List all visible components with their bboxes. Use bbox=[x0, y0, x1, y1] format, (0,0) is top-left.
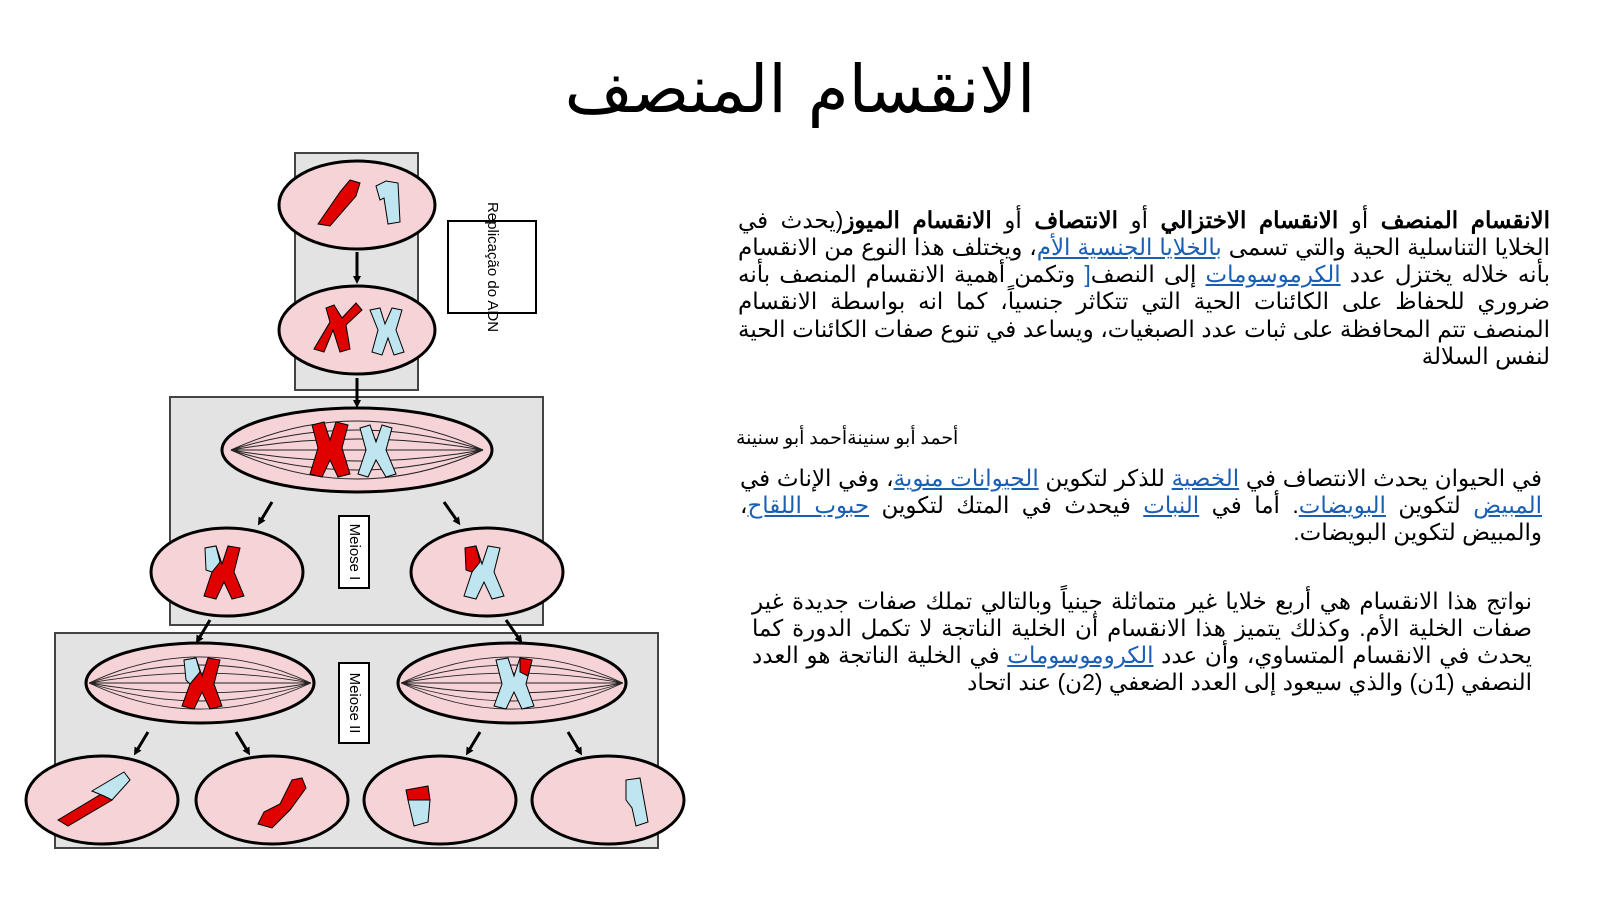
cell-metaphase-2-left bbox=[86, 643, 314, 723]
text-fragment: في الخلية الناتجة هو العدد النصفي (1ن) والذي سيعود إلى العدد الضعفي (2ن) عند اتحاد bbox=[752, 642, 1532, 696]
link-testis[interactable]: الخصية bbox=[1171, 465, 1240, 491]
text-fragment: للذكر لتكوين bbox=[1038, 465, 1172, 491]
cell-meiosis-1-left bbox=[151, 528, 303, 616]
gamete-4 bbox=[532, 756, 684, 844]
text-fragment: أو bbox=[1117, 207, 1161, 233]
text-fragment: فيحدث في المتك لتكوين bbox=[869, 492, 1144, 519]
replication-label bbox=[448, 202, 536, 332]
meiosis-2-label-text: Meiose II bbox=[346, 672, 364, 734]
cell-replicated bbox=[279, 286, 435, 374]
replication-label-text: Replicação do ADN bbox=[484, 201, 502, 333]
term-meiosis: الانقسام المنصف bbox=[1380, 207, 1551, 233]
meiosis-diagram bbox=[0, 150, 720, 880]
link-ova[interactable]: البويضات bbox=[1298, 492, 1386, 519]
term-intisaf: الانتصاف bbox=[1034, 207, 1118, 233]
meiosis-2-label bbox=[339, 663, 369, 743]
link-chromosomes-2[interactable]: الكروموسومات bbox=[1007, 642, 1154, 669]
link-pollen[interactable]: حبوب اللقاح bbox=[747, 492, 870, 519]
text-fragment: أو bbox=[1338, 207, 1381, 233]
meiosis-1-label-text: Meiose I bbox=[346, 523, 364, 581]
link-plants[interactable]: النبات bbox=[1143, 492, 1200, 519]
paragraph-products bbox=[752, 588, 1532, 697]
link-ovary[interactable]: المبيض bbox=[1473, 492, 1542, 519]
link-germ-cells[interactable]: بالخلايا الجنسية الأم bbox=[1036, 234, 1222, 261]
text-fragment: (يحدث في الخلايا التناسلية الحية والتي تسمى bbox=[738, 207, 1551, 261]
author-note: أحمد أبو سنينةأحمد أبو سنينة bbox=[736, 428, 959, 449]
cell-parent bbox=[279, 161, 435, 249]
link-reference[interactable]: [ bbox=[1084, 261, 1091, 288]
link-chromosomes[interactable]: الكرموسومات bbox=[1205, 261, 1341, 288]
term-meiosis-alt: الانقسام الميوز bbox=[843, 207, 992, 233]
text-fragment: نواتج هذا الانقسام هي أربع خلايا غير متماثلة جينياً وبالتالي تملك صفات جديدة غير صفات الخلية الأم. وكذلك يتميز هذا الانقسام أن الخلية الناتجة لا تكمل الدورة كما يحدث في الانقسام المتساوي، وأن عدد bbox=[752, 588, 1532, 669]
meiosis-1-label bbox=[339, 516, 369, 588]
text-fragment: أو bbox=[991, 207, 1035, 233]
gamete-2 bbox=[196, 756, 348, 844]
page-title: الانقسام المنصف bbox=[564, 51, 1036, 128]
gamete-1 bbox=[26, 756, 178, 844]
paragraph-definition bbox=[738, 207, 1550, 370]
text-fragment: ، ويختلف هذا النوع من الانقسام بأنه خلاله يختزل عدد bbox=[738, 234, 1550, 288]
text-fragment: لتكوين bbox=[1385, 492, 1474, 519]
text-fragment: . أما في bbox=[1199, 492, 1299, 519]
text-fragment: ، والمبيض لتكوين البويضات. bbox=[740, 492, 1542, 546]
text-fragment: في الحيوان يحدث الانتصاف في bbox=[1239, 465, 1543, 491]
text-fragment: وتكمن أهمية الانقسام المنصف بأنه ضروري للحفاظ على الكائنات الحية التي تتكاثر جنسياً، كما انه بواسطة الانقسام المنصف تتم المحافظة على ثبات عدد الصبغيات، ويساعد في تنوع صفات الكائنات الحية لنفس السلالة bbox=[738, 261, 1550, 369]
term-reduction-division: الانقسام الاختزالي bbox=[1160, 207, 1339, 233]
link-sperm[interactable]: الحيوانات منوية bbox=[893, 465, 1039, 491]
gamete-3 bbox=[364, 756, 516, 844]
text-fragment: ، وفي الإناث في bbox=[740, 465, 894, 491]
cell-metaphase-1 bbox=[222, 408, 492, 492]
cell-meiosis-1-right bbox=[411, 528, 563, 616]
text-fragment: إلى النصف bbox=[1090, 261, 1206, 288]
paragraph-location bbox=[740, 465, 1542, 546]
cell-metaphase-2-right bbox=[398, 643, 626, 723]
